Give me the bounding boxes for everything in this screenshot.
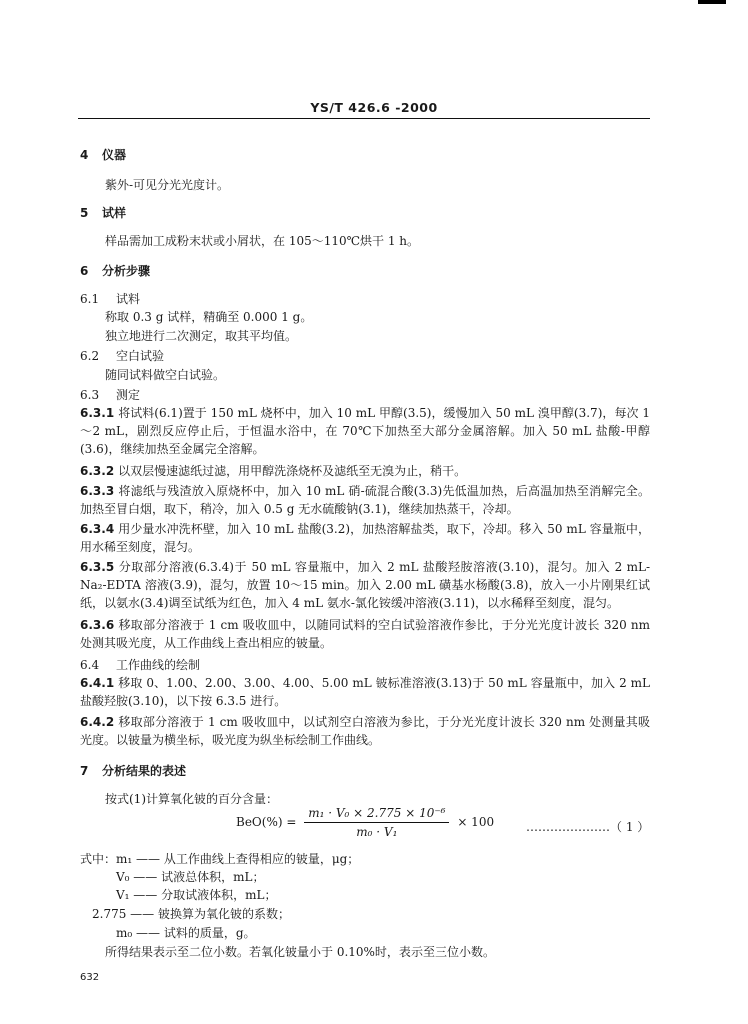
section-4-heading — [80, 146, 126, 163]
section-5-body: 样品需加工成粉末状或小屑状，在 105～110℃烘干 1 h。 — [105, 234, 420, 248]
paragraph-text: 将滤纸与残渣放入原烧杯中，加入 10 mL 硝-硫混合酸(3.3)先低温加热，后高温加热至消解完全。加热至冒白烟，取下，稍冷，加入 0.5 g 无水硫酸钠(3.1)，继续加热蒸干，冷却。 — [80, 484, 650, 516]
section-number: 5 — [80, 206, 89, 220]
formula-multiplier: × 100 — [457, 815, 495, 829]
paragraph-number: 6.3.1 — [80, 406, 115, 420]
subsection-6-2-heading — [80, 347, 164, 364]
page-header-standard-code: YS/T 426.6 -2000 — [310, 100, 438, 115]
subsection-6-2-body: 随同试料做空白试验。 — [105, 368, 226, 382]
paragraph-text: 以双层慢速滤纸过滤，用甲醇洗涤烧杯及滤纸至无溴为止，稍干。 — [118, 464, 467, 478]
paragraph-6-3-4 — [80, 520, 650, 556]
definitions-intro: 式中： — [80, 852, 117, 866]
paragraph-6-3-1 — [80, 404, 650, 458]
subsection-number: 6.2 — [80, 349, 100, 363]
formula-denominator: m₀ · V₁ — [356, 825, 398, 839]
formula-label: …………………（ 1 ） — [526, 820, 650, 834]
section-4-body: 紫外-可见分光光度计。 — [105, 178, 230, 192]
paragraph-number: 6.3.2 — [80, 464, 115, 478]
paragraph-text: 移取部分溶液于 1 cm 吸收皿中，以随同试料的空白试验溶液作参比，于分光光度计波长 320 nm 处测其吸光度，从工作曲线上查出相应的铍量。 — [80, 618, 650, 650]
section-title: 仪器 — [102, 148, 127, 162]
definition-m1: m₁ —— 从工作曲线上查得相应的铍量，μg； — [116, 852, 360, 866]
section-number: 7 — [80, 764, 89, 778]
formula-numerator: m₁ · V₀ × 2.775 × 10⁻⁶ — [304, 806, 449, 823]
section-title: 分析结果的表述 — [102, 764, 187, 778]
definition-v0: V₀ —— 试液总体积，mL； — [116, 870, 265, 884]
section-6-heading — [80, 262, 150, 279]
subsection-title: 测定 — [116, 388, 141, 402]
paragraph-text: 将试料(6.1)置于 150 mL 烧杯中，加入 10 mL 甲醇(3.5)，缓慢加入 50 mL 溴甲醇(3.7)，每次 1～2 mL，剧烈反应停止后，于恒温水浴中，在 70℃下加热至大部分金属溶解。加入 50 mL 盐酸-甲醇(3.6)，继续加热至金属完全溶解。 — [80, 406, 650, 456]
header-rule — [78, 118, 650, 119]
paragraph-6-3-5 — [80, 558, 650, 612]
subsection-title: 工作曲线的绘制 — [116, 658, 201, 672]
paragraph-6-3-6 — [80, 616, 650, 652]
paragraph-text: 移取 0、1.00、2.00、3.00、4.00、5.00 mL 铍标准溶液(3.13)于 50 mL 容量瓶中，加入 2 mL 盐酸羟胺(3.10)，以下按 6.3.5 进行。 — [80, 676, 650, 708]
paragraph-text: 移取部分溶液于 1 cm 吸收皿中，以试剂空白溶液为参比，于分光光度计波长 320 nm 处测量其吸光度。以铍量为横坐标，吸光度为纵坐标绘制工作曲线。 — [80, 715, 650, 747]
definition-v1: V₁ —— 分取试液体积，mL； — [116, 888, 277, 902]
paragraph-6-4-2 — [80, 713, 650, 749]
paragraph-text: 分取部分溶液(6.3.4)于 50 mL 容量瓶中，加入 2 mL 盐酸羟胺溶液(3.10)，混匀。加入 2 mL-Na₂-EDTA 溶液(3.9)，混匀，放置 10～15 min。加入 2.00 mL 磺基水杨酸(3.8)，放入一小片刚果红试纸，以氨水(3.4)调至试纸为红色，加入 4 mL 氨水-氯化铵缓冲溶液(3.11)，以水稀释至刻度，混匀。 — [80, 560, 650, 610]
formula-lhs: BeO(%) = — [236, 815, 297, 829]
paragraph-number: 6.4.1 — [80, 676, 115, 690]
subsection-number: 6.1 — [80, 292, 100, 306]
section-5-heading — [80, 204, 126, 221]
section-number: 6 — [80, 264, 89, 278]
subsection-6-4-heading — [80, 656, 200, 673]
page-number: 632 — [80, 972, 100, 983]
subsection-6-1-line1: 称取 0.3 g 试样，精确至 0.000 1 g。 — [105, 310, 313, 324]
paragraph-number: 6.3.4 — [80, 522, 115, 536]
scan-corner-mark — [698, 0, 726, 4]
formula-1 — [236, 806, 494, 839]
paragraph-6-3-3 — [80, 482, 650, 518]
paragraph-6-3-2 — [80, 462, 650, 480]
subsection-title: 空白试验 — [116, 349, 165, 363]
paragraph-text: 用少量水冲洗杯壁，加入 10 mL 盐酸(3.2)，加热溶解盐类，取下，冷却。移入 50 mL 容量瓶中，用水稀至刻度，混匀。 — [80, 522, 650, 554]
subsection-6-1-line2: 独立地进行二次测定，取其平均值。 — [105, 329, 298, 343]
paragraph-number: 6.3.6 — [80, 618, 115, 632]
section-title: 分析步骤 — [102, 264, 151, 278]
subsection-6-1-heading — [80, 290, 140, 307]
subsection-title: 试料 — [116, 292, 141, 306]
formula-fraction — [304, 806, 449, 839]
result-precision-note: 所得结果表示至二位小数。若氧化铍量小于 0.10%时，表示至三位小数。 — [105, 945, 495, 959]
paragraph-number: 6.3.5 — [80, 560, 115, 574]
paragraph-6-4-1 — [80, 674, 650, 710]
section-7-intro: 按式(1)计算氧化铍的百分含量： — [105, 792, 278, 806]
subsection-number: 6.3 — [80, 388, 100, 402]
paragraph-number: 6.3.3 — [80, 484, 115, 498]
paragraph-number: 6.4.2 — [80, 715, 115, 729]
section-7-heading — [80, 762, 186, 779]
section-number: 4 — [80, 148, 89, 162]
section-title: 试样 — [102, 206, 127, 220]
subsection-number: 6.4 — [80, 658, 100, 672]
definition-conversion-factor: 2.775 —— 铍换算为氧化铍的系数； — [92, 907, 290, 921]
definition-m0: m₀ —— 试料的质量，g。 — [116, 926, 256, 940]
subsection-6-3-heading — [80, 386, 140, 403]
